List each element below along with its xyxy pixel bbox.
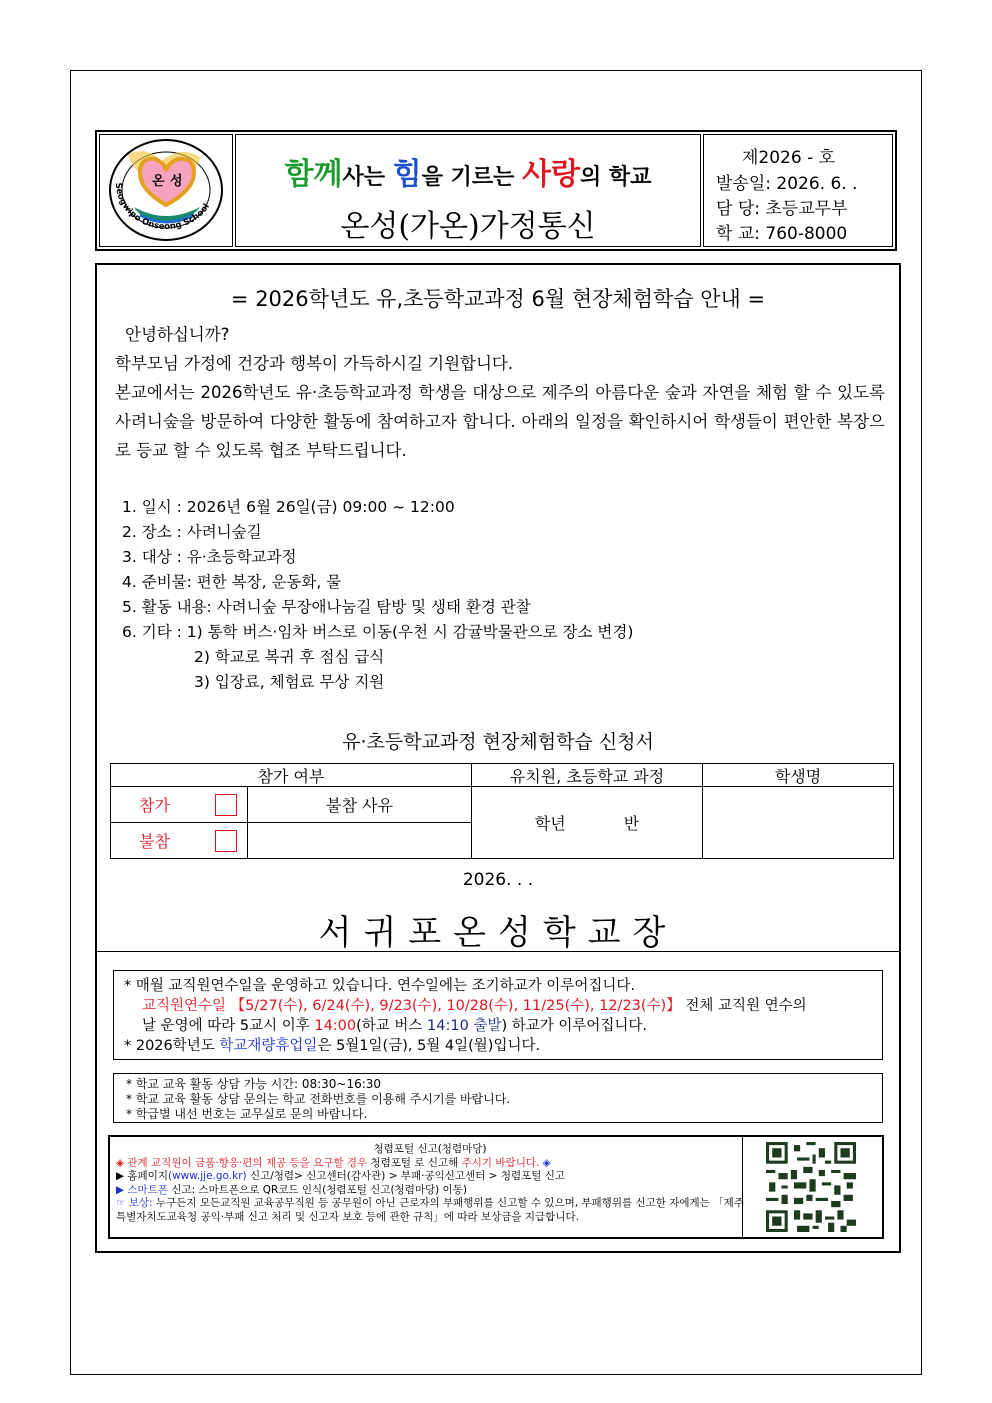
absent-checkbox[interactable] — [215, 830, 237, 852]
slogan-word-together: 함께 — [284, 157, 343, 192]
attend-option[interactable] — [110, 786, 248, 823]
logo-char-right: 성 — [170, 174, 183, 189]
integrity-line3-b: 신고: 스마트폰으로 QR코드 인식(청렴포털 신고(청렴마당) 이동) — [168, 1183, 467, 1196]
absent-reason-field[interactable] — [247, 822, 472, 859]
newsletter-title: 온성(가온)가정통신 — [340, 209, 596, 244]
issue-number: 제2026 - 호 — [742, 148, 836, 168]
integrity-line1-c: 로 신고해 — [411, 1156, 462, 1169]
paragraph-2: 본교에서는 2026학년도 유·초등학교과정 학생을 대상으로 제주의 아름다운 숲과 자연을 체험 할 수 있도록 사려니숲을 방문하여 다양한 활동에 참여하고자 합니다. 아래의 일정을 확인하시어 학생들이 편안한 복장으로 등교 할 수 있도록 협조 부탁드립니다. — [115, 383, 885, 460]
integrity-line2-a: ▶ 홈페이지 — [116, 1170, 168, 1182]
send-date: 발송일: 2026. 6. . — [716, 174, 858, 194]
notice1-line2-tail: 전체 교직원 연수의 — [680, 998, 807, 1014]
integrity-line1-a: ◈ 관계 교직원이 금품·향응·편의 제공 등을 요구할 경우 — [116, 1156, 371, 1169]
list-item: 3. 대상 : 유·초등학교과정 — [122, 548, 297, 566]
integrity-text — [116, 1143, 744, 1224]
principal-signature: 서귀포온성학교장 — [318, 913, 678, 953]
consultation-notice — [113, 1073, 883, 1123]
discretionary-holiday: 학교재량휴업일 — [219, 1038, 318, 1054]
event-details-list — [122, 495, 633, 695]
header-course: 유치원, 초등학교 과정 — [471, 763, 703, 787]
school-slogan — [236, 149, 700, 193]
notice1-line3-a: 날 운영에 따라 5교시 이후 — [142, 1018, 315, 1034]
integrity-line1-d: 주시기 바랍니다. — [461, 1156, 540, 1169]
paragraph-1: 학부모님 가정에 건강과 행복이 가득하시길 기원합니다. — [115, 354, 514, 373]
attend-label: 참가 — [139, 796, 170, 815]
info-cell — [703, 134, 893, 247]
integrity-line4 — [116, 1197, 744, 1224]
section-divider — [97, 951, 899, 952]
integrity-line2-c: 신고/청렴> 신고센터(감사관) > 부패·공익신고센터 > 청렴포털 신고 — [246, 1170, 566, 1182]
integrity-line3 — [116, 1184, 744, 1198]
integrity-portal-notice — [108, 1135, 884, 1239]
integrity-line1-e: ◈ — [539, 1156, 551, 1169]
slogan-word-6: 의 학교 — [580, 165, 652, 190]
integrity-line1-b: 청렴포털 — [370, 1156, 412, 1169]
slogan-word-2: 사는 — [342, 165, 393, 190]
notice2-line1: * 학교 교육 활동 상담 가능 시간: 08:30~16:30 — [126, 1077, 382, 1091]
integrity-title: 청렴포털 신고(청렴마당) — [373, 1143, 487, 1155]
slogan-word-4: 을 기르는 — [421, 165, 523, 190]
list-sub-item: 2) 학교로 복귀 후 점심 급식 — [194, 648, 385, 666]
list-sub-item: 3) 입장료, 체험료 무상 지원 — [194, 673, 385, 691]
absent-reason-label: 불참 사유 — [247, 786, 472, 823]
notice2-line3: * 학급별 내선 번호는 교무실로 문의 바랍니다. — [126, 1107, 368, 1121]
qr-code-icon[interactable] — [766, 1142, 856, 1232]
header-student-name: 학생명 — [702, 763, 894, 787]
grade-label: 학년 — [534, 814, 566, 833]
notice2-line2: * 학교 교육 활동 상담 문의는 학교 전화번호를 이용해 주시기를 바랍니다. — [126, 1092, 511, 1106]
student-name-field[interactable] — [702, 786, 894, 859]
list-item: 4. 준비물: 편한 복장, 운동화, 물 — [122, 573, 342, 591]
notice1-line4-b: 은 5월1일(금), 5월 4일(월)입니다. — [317, 1038, 541, 1054]
integrity-line2 — [116, 1170, 744, 1184]
training-day-label: 교직원연수일 — [142, 998, 227, 1014]
header-participation: 참가 여부 — [110, 763, 472, 787]
form-date: 2026. . . — [462, 870, 534, 890]
notice-title: = 2026학년도 유,초등학교과정 6월 현장체험학습 안내 = — [230, 287, 766, 311]
attend-checkbox[interactable] — [215, 794, 237, 816]
grade-class-field[interactable] — [471, 786, 703, 859]
notice1-line2 — [124, 996, 872, 1016]
application-form-title: 유·초등학교과정 현장체험학습 신청서 — [342, 731, 654, 753]
class-label: 반 — [623, 814, 640, 833]
main-content-box — [95, 263, 901, 1253]
dismissal-time: 14:00 — [314, 1018, 357, 1034]
logo-char-left: 온 — [152, 174, 165, 189]
school-logo-cell — [99, 134, 233, 247]
notice1-line4 — [124, 1036, 872, 1056]
application-form-table — [110, 763, 894, 859]
logo-ring-text: Seogwipo Onseong School — [112, 182, 212, 233]
training-day-notice — [113, 970, 883, 1060]
school-phone: 학 교: 760-8000 — [716, 224, 848, 244]
integrity-line4-a: ☞ 보상: — [116, 1197, 153, 1209]
integrity-website-link[interactable]: (www.jje.go.kr) — [168, 1170, 247, 1182]
slogan-word-strength: 힘 — [392, 157, 422, 192]
newsletter-header — [95, 130, 897, 251]
title-cell — [235, 134, 701, 247]
notice1-line4-a: * 2026학년도 — [124, 1038, 220, 1054]
integrity-line3-a: ▶ 스마트폰 — [116, 1183, 168, 1196]
notice1-line3-b: (하교 버스 — [356, 1018, 428, 1034]
notice1-line1: * 매월 교직원연수일을 운영하고 있습니다. 연수일에는 조기하교가 이루어집니다. — [124, 978, 635, 994]
training-dates: 【5/27(수), 6/24(수), 9/23(수), 10/28(수), 11/25(수), 12/23(수)】 — [230, 998, 681, 1014]
notice1-line3 — [124, 1016, 872, 1036]
qr-code-cell — [742, 1137, 882, 1237]
list-item: 5. 활동 내용: 사려니숲 무장애나눔길 탐방 및 생태 환경 관찰 — [122, 598, 531, 616]
integrity-line1 — [116, 1157, 744, 1171]
manager: 담 당: 초등교무부 — [716, 199, 848, 219]
integrity-line4-b: 누구든지 모든교직원 교육공무직원 등 공무원이 아닌 근로자의 부패행위를 신고할 수 있으며, 부패행위를 신고한 자에게는 「제주특별자치도교육청 공익·부패 신고 처리 및 신고자 보호 등에 관한 규칙」에 따라 보상금을 지급합니다. — [116, 1197, 744, 1223]
school-logo-heart-icon — [100, 135, 230, 245]
list-item: 6. 기타 : 1) 통학 버스·임차 버스로 이동(우천 시 감귤박물관으로 장소 변경) — [122, 623, 634, 641]
notice-body — [115, 320, 885, 465]
absent-label: 불참 — [139, 832, 170, 851]
list-item: 2. 장소 : 사려니숲길 — [122, 523, 262, 541]
notice1-line3-c: ) 하교가 이루어집니다. — [501, 1018, 648, 1034]
list-item: 1. 일시 : 2026년 6월 26일(금) 09:00 ~ 12:00 — [122, 498, 455, 516]
greeting: 안녕하십니까? — [125, 325, 230, 344]
bus-departure-time: 14:10 출발 — [427, 1018, 502, 1034]
slogan-word-love: 사랑 — [522, 157, 580, 192]
absent-option[interactable] — [110, 822, 248, 859]
